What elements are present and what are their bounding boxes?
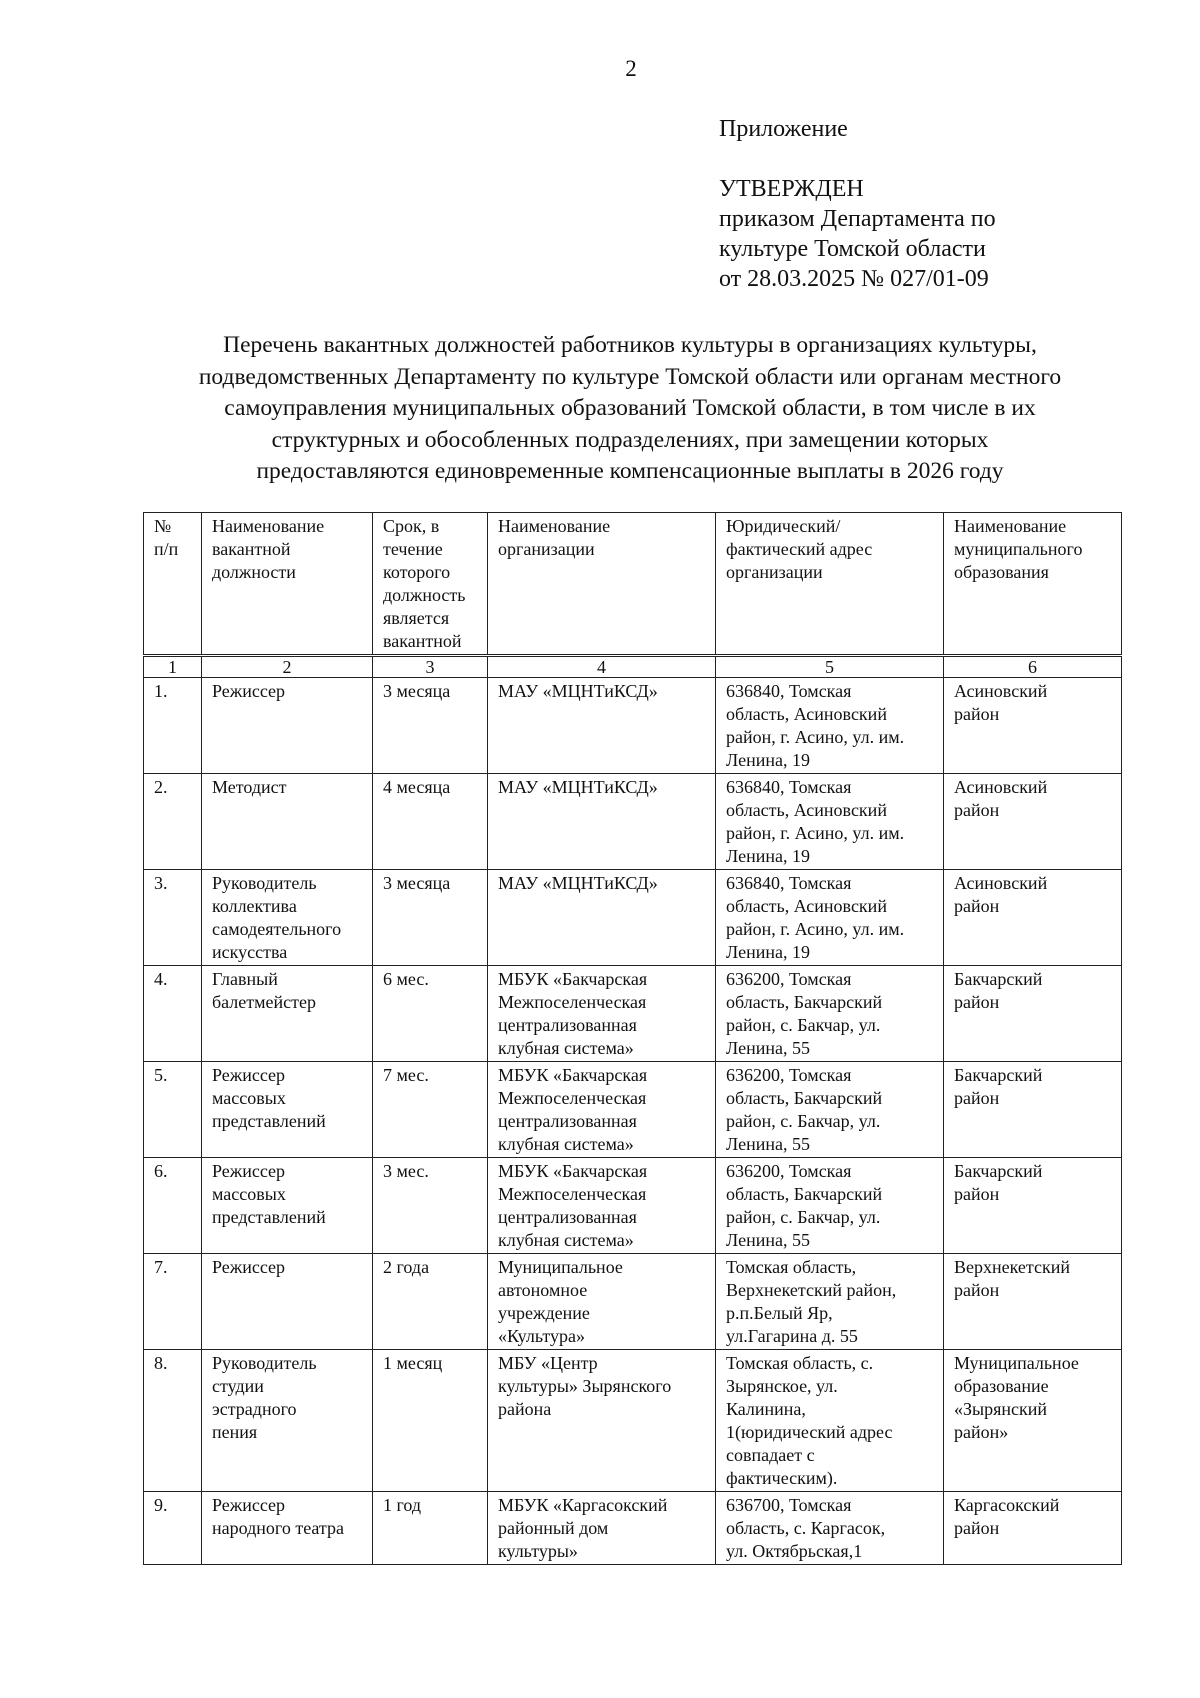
cell-text-line: Режиссер [212,1065,286,1085]
header-text-line: образования [954,562,1049,582]
cell-text-line: Бакчарский [954,969,1043,989]
cell-address [716,1254,944,1350]
header-text-line: Наименование [212,516,325,536]
approval-line: от 28.03.2025 № 027/01-09 [719,266,989,292]
cell-text-line: МБУК «Каргасокский [498,1495,668,1515]
cell-term [373,1062,488,1158]
cell-organization [488,966,716,1062]
cell-text-line: район, с. Бакчар, ул. [726,1207,881,1227]
title-line: Перечень вакантных должностей работников культуры в организациях культуры, [223,332,1037,358]
cell-municipality [944,1492,1122,1565]
cell-text-line: район [954,1518,1000,1538]
title-line: самоуправления муниципальных образований Томской области, в том числе в их [224,395,1036,421]
cell-text-line: 9. [154,1495,168,1515]
cell-text-line: «Зырянский [954,1399,1048,1419]
cell-text-line: Ленина, 55 [726,1230,810,1250]
cell-address [716,1158,944,1254]
cell-text-line: Руководитель [212,873,317,893]
cell-term [373,678,488,774]
cell-text-line: 636840, Томская [726,777,852,797]
cell-text-line: район [954,1280,1000,1300]
cell-text-line: 7 мес. [383,1065,429,1085]
cell-text-line: 5. [154,1065,168,1085]
cell-text-line: МБУК «Бакчарская [498,1161,648,1181]
table-row [144,1492,1122,1565]
cell-term [373,1492,488,1565]
cell-text-line: область, Асиновский [726,800,887,820]
cell-text-line: МБУК «Бакчарская [498,969,648,989]
header-municipality [944,513,1122,656]
header-text-line: Юридический/ [726,516,841,536]
cell-text-line: Бакчарский [954,1065,1043,1085]
approval-line: приказом Департамента по [719,206,996,232]
approval-line: УТВЕРЖДЕН [719,176,864,202]
cell-text-line: район [954,992,1000,1012]
cell-number [144,966,202,1062]
column-number: 6 [944,656,1122,678]
page-number: 2 [625,56,637,81]
cell-text-line: 636200, Томская [726,1065,852,1085]
cell-municipality [944,678,1122,774]
table-row [144,1350,1122,1492]
cell-text-line: Режиссер [212,1257,286,1277]
cell-text-line: Калинина, [726,1399,806,1419]
cell-text-line: Ленина, 19 [726,942,810,962]
approval-block [719,174,996,294]
cell-text-line: представлений [212,1111,326,1131]
document-title [120,330,1140,488]
cell-term [373,1158,488,1254]
cell-number [144,774,202,870]
cell-text-line: район [954,896,1000,916]
cell-text-line: область, Бакчарский [726,1088,883,1108]
cell-text-line: район, г. Асино, ул. им. [726,727,905,747]
column-number: 3 [373,656,488,678]
header-text-line: Наименование [498,516,611,536]
header-term [373,513,488,656]
cell-text-line: массовых [212,1184,286,1204]
cell-address [716,774,944,870]
header-text-line: является [383,608,450,628]
column-number: 2 [202,656,373,678]
cell-address [716,1492,944,1565]
cell-text-line: централизованная [498,1207,637,1227]
cell-text-line: область, с. Каргасок, [726,1518,886,1538]
header-organization [488,513,716,656]
cell-text-line: Зырянское, ул. [726,1376,838,1396]
cell-text-line: коллектива [212,896,297,916]
cell-text-line: 1. [154,681,168,701]
cell-text-line: Каргасокский [954,1495,1060,1515]
cell-text-line: область, Бакчарский [726,1184,883,1204]
cell-position [202,1492,373,1565]
cell-text-line: МАУ «МЦНТиКСД» [498,873,658,893]
cell-text-line: централизованная [498,1111,637,1131]
cell-position [202,1350,373,1492]
cell-text-line: Режиссер [212,1495,286,1515]
cell-text-line: 636840, Томская [726,873,852,893]
cell-text-line: район [954,704,1000,724]
cell-text-line: искусства [212,942,288,962]
cell-text-line: народного театра [212,1518,345,1538]
cell-number [144,1062,202,1158]
table-row [144,774,1122,870]
column-number-row [144,656,1122,678]
cell-text-line: Муниципальное [498,1257,623,1277]
cell-number [144,1158,202,1254]
cell-number [144,1254,202,1350]
cell-text-line: Ленина, 19 [726,846,810,866]
cell-text-line: Руководитель [212,1353,317,1373]
cell-text-line: самодеятельного [212,919,342,939]
cell-text-line: Ленина, 19 [726,750,810,770]
cell-term [373,870,488,966]
cell-number [144,1492,202,1565]
header-address [716,513,944,656]
cell-text-line: МАУ «МЦНТиКСД» [498,681,658,701]
cell-organization [488,678,716,774]
cell-text-line: р.п.Белый Яр, [726,1303,833,1323]
cell-text-line: 1 год [383,1495,422,1515]
cell-text-line: 1(юридический адрес [726,1422,893,1442]
cell-organization [488,1254,716,1350]
cell-text-line: район» [954,1422,1009,1442]
table-row [144,1062,1122,1158]
cell-text-line: районный дом [498,1518,609,1538]
cell-municipality [944,870,1122,966]
cell-text-line: пения [212,1422,258,1442]
cell-position [202,774,373,870]
cell-text-line: 1 месяц [383,1353,443,1373]
cell-text-line: клубная система» [498,1230,634,1250]
cell-organization [488,870,716,966]
cell-text-line: 4 месяца [383,777,451,797]
header-text-line: должности [212,562,296,582]
cell-text-line: Верхнекетский [954,1257,1070,1277]
title-line: структурных и обособленных подразделениях, при замещении которых [271,426,989,453]
cell-text-line: область, Асиновский [726,896,887,916]
cell-text-line: Ленина, 55 [726,1134,810,1154]
cell-text-line: Межпоселенческая [498,1088,647,1108]
cell-text-line: район [954,800,1000,820]
appendix-label: Приложение [719,116,848,142]
cell-number [144,1350,202,1492]
cell-text-line: район [954,1184,1000,1204]
cell-text-line: 636200, Томская [726,969,852,989]
cell-text-line: Межпоселенческая [498,992,647,1012]
cell-text-line: 6. [154,1161,168,1181]
column-number: 1 [144,656,202,678]
cell-text-line: Муниципальное [954,1353,1079,1373]
cell-text-line: МАУ «МЦНТиКСД» [498,777,658,797]
cell-organization [488,774,716,870]
cell-text-line: фактическим). [726,1468,838,1488]
table-row [144,1158,1122,1254]
cell-text-line: Томская область, с. [726,1353,874,1373]
cell-text-line: Томская область, [726,1257,857,1277]
cell-address [716,870,944,966]
cell-municipality [944,966,1122,1062]
cell-text-line: студии [212,1376,264,1396]
column-number: 5 [716,656,944,678]
cell-organization [488,1492,716,1565]
table-row [144,678,1122,774]
cell-text-line: район, г. Асино, ул. им. [726,823,905,843]
cell-text-line: района [498,1399,552,1419]
header-text-line: вакантной [212,539,291,559]
cell-text-line: ул. Октябрьская,1 [726,1541,863,1561]
cell-text-line: район [954,1088,1000,1108]
cell-address [716,1062,944,1158]
header-text-line: организации [498,539,595,559]
cell-text-line: 3. [154,873,168,893]
header-text-line: фактический адрес [726,539,873,559]
cell-text-line: область, Бакчарский [726,992,883,1012]
cell-text-line: Главный [212,969,278,989]
header-text-line: п/п [154,539,179,559]
cell-text-line: 2 года [383,1257,430,1277]
cell-number [144,678,202,774]
vacancies-table [143,512,1122,1565]
cell-text-line: 4. [154,969,168,989]
header-text-line: должность [383,585,466,605]
cell-text-line: клубная система» [498,1134,634,1154]
cell-term [373,1350,488,1492]
cell-organization [488,1350,716,1492]
cell-text-line: централизованная [498,1015,637,1035]
cell-text-line: совпадает с [726,1445,815,1465]
cell-text-line: 3 месяца [383,681,451,701]
header-text-line: муниципального [954,539,1083,559]
cell-position [202,870,373,966]
cell-text-line: Верхнекетский район, [726,1280,897,1300]
header-text-line: течение [383,539,443,559]
cell-text-line: 2. [154,777,168,797]
cell-organization [488,1158,716,1254]
header-text-line: Наименование [954,516,1067,536]
cell-municipality [944,774,1122,870]
cell-text-line: 7. [154,1257,168,1277]
header-text-line: организации [726,562,823,582]
cell-text-line: Асиновский [954,681,1048,701]
cell-position [202,966,373,1062]
cell-text-line: Ленина, 55 [726,1038,810,1058]
table-row [144,1254,1122,1350]
cell-text-line: образование [954,1376,1049,1396]
cell-text-line: район, с. Бакчар, ул. [726,1015,881,1035]
header-position [202,513,373,656]
cell-position [202,1158,373,1254]
cell-text-line: Асиновский [954,873,1048,893]
cell-text-line: Асиновский [954,777,1048,797]
title-line: подведомственных Департаменту по культуре Томской области или органам местного [198,363,1062,390]
cell-position [202,678,373,774]
table-header-row [144,513,1122,656]
table-row [144,870,1122,966]
cell-address [716,1350,944,1492]
cell-text-line: автономное [498,1280,588,1300]
column-number: 4 [488,656,716,678]
cell-municipality [944,1158,1122,1254]
header-text-line: Срок, в [383,516,440,536]
cell-term [373,774,488,870]
cell-municipality [944,1062,1122,1158]
cell-term [373,1254,488,1350]
cell-text-line: массовых [212,1088,286,1108]
cell-text-line: 6 мес. [383,969,429,989]
cell-term [373,966,488,1062]
cell-text-line: район, г. Асино, ул. им. [726,919,905,939]
cell-text-line: Методист [212,777,287,797]
cell-text-line: Режиссер [212,681,286,701]
cell-text-line: балетмейстер [212,992,317,1012]
header-text-line: которого [383,562,451,582]
cell-text-line: культуры» Зырянского [498,1376,672,1396]
cell-organization [488,1062,716,1158]
header-number [144,513,202,656]
cell-position [202,1254,373,1350]
cell-text-line: Бакчарский [954,1161,1043,1181]
cell-text-line: учреждение [498,1303,590,1323]
cell-text-line: район, с. Бакчар, ул. [726,1111,881,1131]
cell-text-line: 3 месяца [383,873,451,893]
cell-text-line: ул.Гагарина д. 55 [726,1326,858,1346]
cell-municipality [944,1350,1122,1492]
cell-text-line: 636840, Томская [726,681,852,701]
cell-text-line: «Культура» [498,1326,585,1346]
cell-address [716,678,944,774]
approval-line: культуре Томской области [719,236,986,262]
cell-text-line: 636200, Томская [726,1161,852,1181]
cell-address [716,966,944,1062]
cell-text-line: 3 мес. [383,1161,429,1181]
cell-text-line: культуры» [498,1541,578,1561]
cell-text-line: МБУ «Центр [498,1353,598,1373]
cell-position [202,1062,373,1158]
cell-text-line: клубная система» [498,1038,634,1058]
header-text-line: вакантной [383,631,462,651]
cell-number [144,870,202,966]
cell-text-line: представлений [212,1207,326,1227]
cell-text-line: МБУК «Бакчарская [498,1065,648,1085]
cell-municipality [944,1254,1122,1350]
header-text-line: № [154,516,172,536]
cell-text-line: эстрадного [212,1399,297,1419]
cell-text-line: Межпоселенческая [498,1184,647,1204]
cell-text-line: Режиссер [212,1161,286,1181]
cell-text-line: 8. [154,1353,168,1373]
cell-text-line: 636700, Томская [726,1495,852,1515]
table-row [144,966,1122,1062]
title-line: предоставляются единовременные компенсационные выплаты в 2026 году [256,458,1004,484]
cell-text-line: область, Асиновский [726,704,887,724]
